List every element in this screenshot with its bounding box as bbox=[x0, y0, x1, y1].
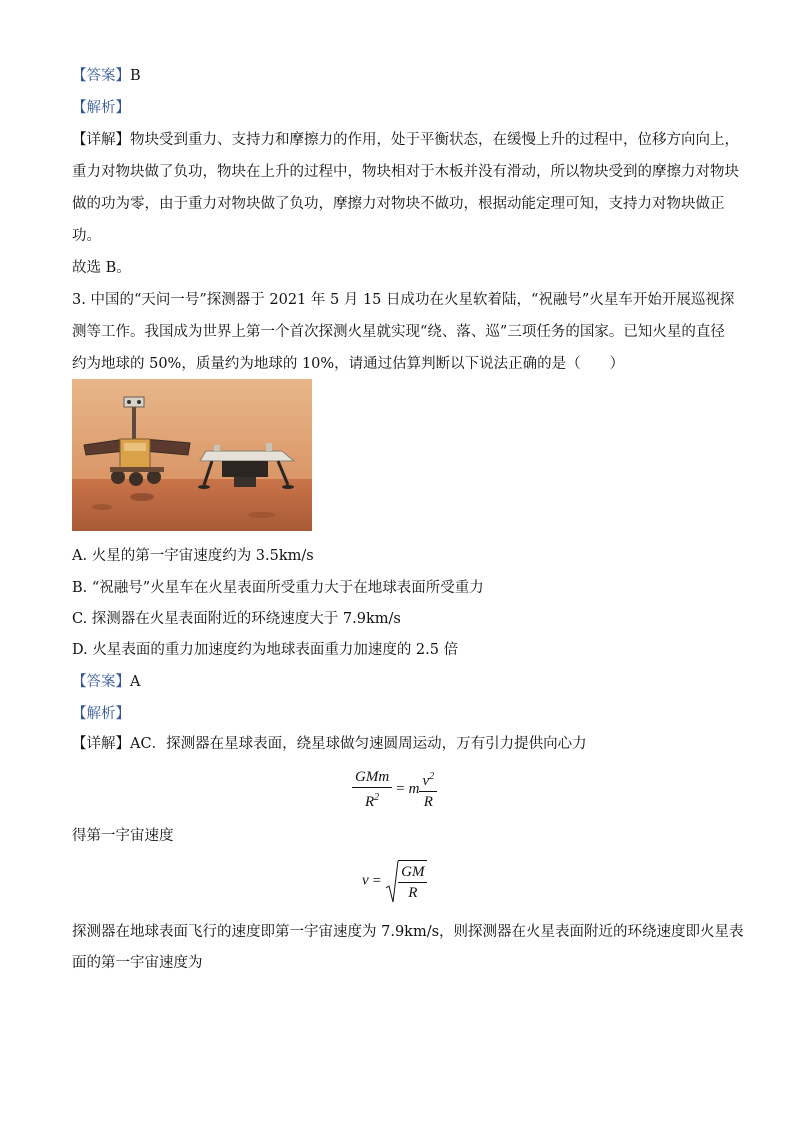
option-d: D. 火星表面的重力加速度约为地球表面重力加速度的 2.5 倍 bbox=[72, 642, 459, 658]
radical-sign-icon bbox=[385, 860, 399, 904]
option-c: C. 探测器在火星表面附近的环绕速度大于 7.9km/s bbox=[72, 611, 401, 627]
formula-gravitation bbox=[352, 768, 437, 811]
answer-line-2 bbox=[72, 672, 732, 692]
numerator-gmm: GMm bbox=[352, 768, 392, 788]
equals-sign: = bbox=[396, 781, 405, 797]
fraction-gm-r bbox=[398, 863, 427, 902]
denominator-r2: $R^2$ bbox=[365, 792, 380, 810]
answer-tag: 【答案】 bbox=[72, 68, 130, 84]
question-3-line-1: 3. 中国的“天问一号”探测器于 2021 年 5 月 15 日成功在火星软着陆，“祝融号”火星车开始开展巡视探 bbox=[72, 292, 735, 308]
detail-line-4: 功。 bbox=[72, 228, 101, 244]
detail-text: AC．探测器在星球表面，绕星球做匀速圆周运动，万有引力提供向心力 bbox=[130, 736, 587, 752]
option-b: B. “祝融号”火星车在火星表面所受重力大于在地球表面所受重力 bbox=[72, 580, 484, 596]
equals-sign: = bbox=[372, 872, 382, 889]
answer-value: B bbox=[130, 68, 141, 84]
fraction-gmm-r2 bbox=[352, 768, 392, 811]
detail-text: 物块受到重力、支持力和摩擦力的作用，处于平衡状态，在缓慢上升的过程中，位移方向向上， bbox=[130, 132, 739, 148]
detail-line-last-2: 面的第一宇宙速度为 bbox=[72, 955, 203, 971]
detail-tag: 【详解】 bbox=[72, 736, 130, 752]
question-3-line-2: 测等工作。我国成为世界上第一个首次探测火星就实现“绕、落、巡”三项任务的国家。已知火星的直径 bbox=[72, 324, 725, 340]
numerator-v2: $v^2$ bbox=[419, 768, 437, 792]
mass-m: m bbox=[408, 781, 420, 797]
analysis-tag-1: 【解析】 bbox=[72, 100, 130, 116]
detail-tag: 【详解】 bbox=[72, 132, 130, 148]
velocity-v: v bbox=[362, 872, 369, 889]
detail-line-5 bbox=[72, 734, 732, 754]
answer-line-1 bbox=[72, 66, 732, 86]
answer-tag: 【答案】 bbox=[72, 674, 130, 690]
question-3-line-3: 约为地球的 50%，质量约为地球的 10%，请通过估算判断以下说法正确的是（ ） bbox=[72, 356, 625, 372]
analysis-tag-2: 【解析】 bbox=[72, 706, 130, 722]
detail-line-1 bbox=[72, 130, 739, 150]
denominator-r: R bbox=[408, 885, 418, 901]
answer-value: A bbox=[130, 674, 141, 690]
detail-line-last-1: 探测器在地球表面飞行的速度即第一宇宙速度为 7.9km/s，则探测器在火星表面附近的环绕速度即火星表 bbox=[72, 924, 744, 940]
denominator-r: R bbox=[423, 794, 433, 810]
mars-rover-photo bbox=[72, 379, 312, 531]
fraction-v2-r bbox=[419, 768, 437, 811]
conclusion-line: 故选 B。 bbox=[72, 260, 131, 276]
numerator-gm: GM bbox=[398, 863, 427, 883]
detail-line-3: 做的功为零，由于重力对物块做了负功，摩擦力对物块不做功，根据动能定理可知，支持力对物块做正 bbox=[72, 196, 725, 212]
mars-rover-image bbox=[72, 379, 312, 531]
square-root bbox=[385, 860, 427, 902]
formula-first-cosmic-velocity bbox=[362, 860, 427, 902]
detail-line-2: 重力对物块做了负功，物块在上升的过程中，物块相对于木板并没有滑动，所以物块受到的摩擦力对物块 bbox=[72, 164, 739, 180]
option-a: A. 火星的第一宇宙速度约为 3.5km/s bbox=[72, 548, 314, 564]
first-cosmic-velocity-text: 得第一宇宙速度 bbox=[72, 828, 174, 844]
